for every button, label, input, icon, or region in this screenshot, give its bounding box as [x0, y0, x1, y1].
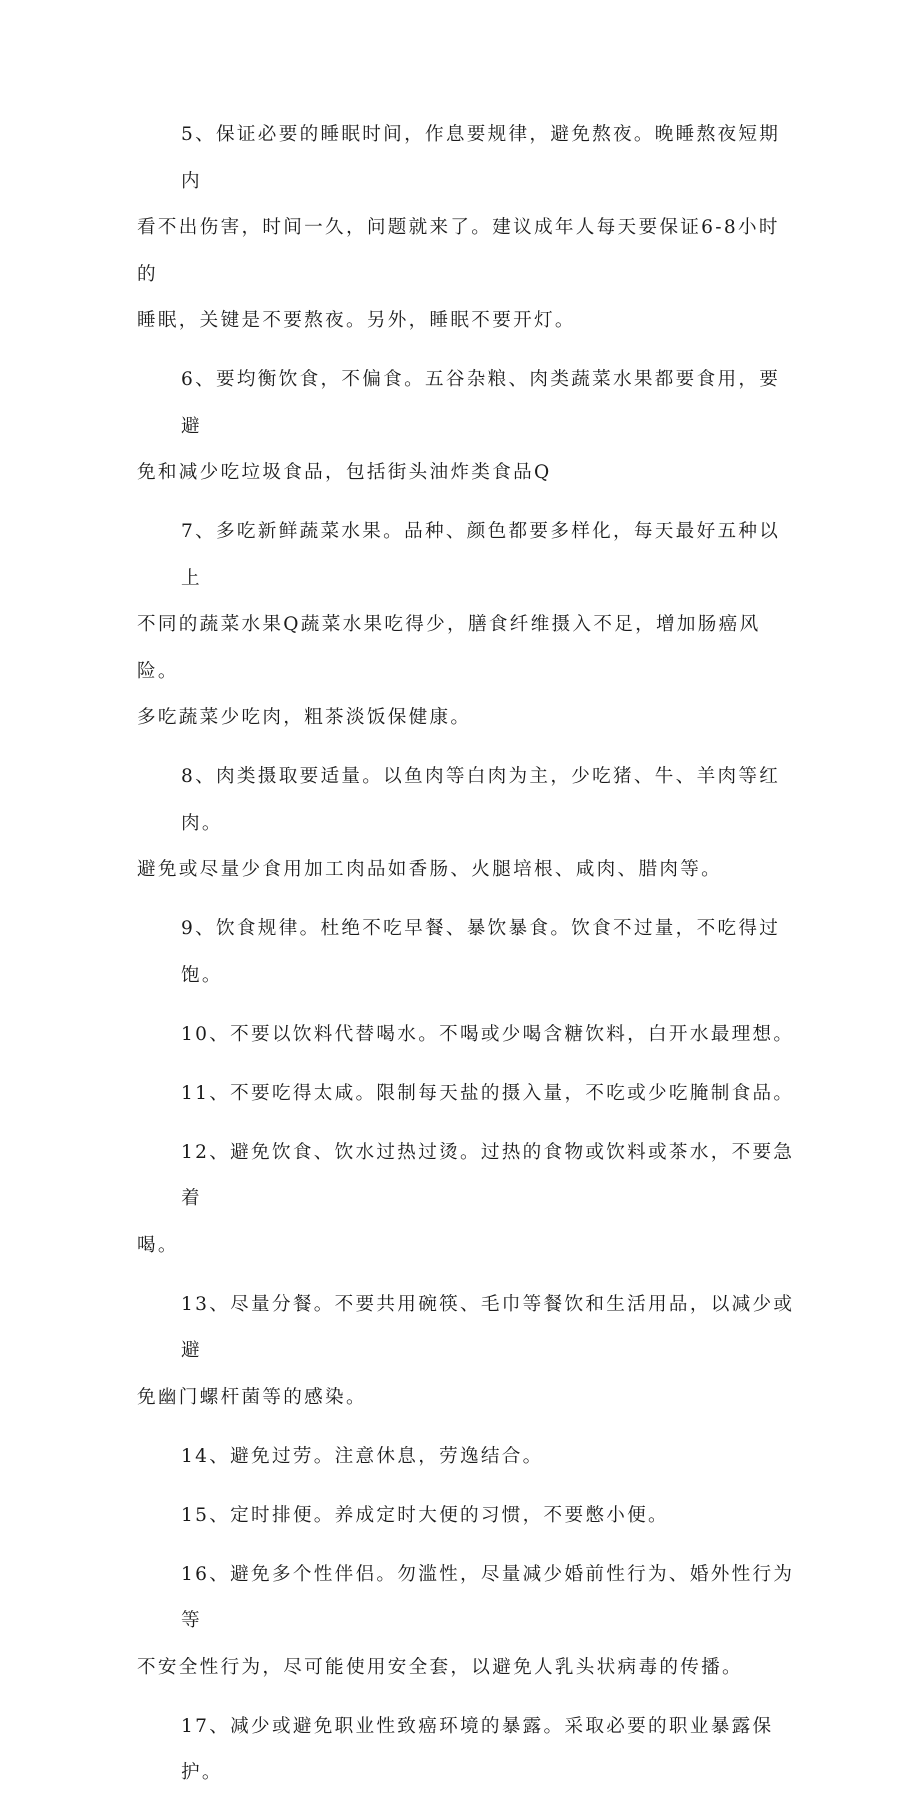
paragraph-line: 7、多吃新鲜蔬菜水果。品种、颜色都要多样化，每天最好五种以上: [181, 521, 781, 589]
paragraph-line: 5、保证必要的睡眠时间，作息要规律，避免熬夜。晚睡熬夜短期内: [181, 124, 781, 192]
paragraph-17: [137, 1704, 797, 1797]
paragraph-line: 不安全性行为，尽可能使用安全套，以避免人乳头状病毒的传播。: [137, 1656, 743, 1678]
paragraph-line: 6、要均衡饮食，不偏食。五谷杂粮、肉类蔬菜水果都要食用，要避: [181, 369, 781, 437]
paragraph-16: [137, 1552, 797, 1692]
paragraph-9: [137, 906, 797, 999]
paragraph-line: 看不出伤害，时间一久，问题就来了。建议成年人每天要保证6-8小时的: [137, 217, 780, 285]
paragraph-line: 避免或尽量少食用加工肉品如香肠、火腿培根、咸肉、腊肉等。: [137, 859, 723, 880]
paragraph-line: 15、定时排便。养成定时大便的习惯，不要憋小便。: [181, 1504, 669, 1526]
paragraph-line: 8、肉类摄取要适量。以鱼肉等白肉为主，少吃猪、牛、羊肉等红肉。: [181, 766, 781, 834]
paragraph-6: [137, 357, 797, 497]
paragraph-10: [137, 1012, 797, 1059]
paragraph-line: 14、避免过劳。注意休息，劳逸结合。: [181, 1445, 544, 1467]
paragraph-line: 睡眠，关键是不要熬夜。另外，睡眠不要开灯。: [137, 310, 576, 331]
paragraph-line: 9、饮食规律。杜绝不吃早餐、暴饮暴食。饮食不过量，不吃得过饱。: [181, 918, 781, 986]
document-body: [137, 112, 797, 1809]
paragraph-line: 11、不要吃得太咸。限制每天盐的摄入量，不吃或少吃腌制食品。: [181, 1082, 795, 1104]
paragraph-line: 16、避免多个性伴侣。勿滥性，尽量减少婚前性行为、婚外性行为等: [181, 1563, 795, 1631]
paragraph-14: [137, 1434, 797, 1481]
paragraph-line: 13、尽量分餐。不要共用碗筷、毛巾等餐饮和生活用品，以减少或避: [181, 1293, 795, 1361]
paragraph-line: 12、避免饮食、饮水过热过烫。过热的食物或饮料或茶水，不要急着: [181, 1141, 795, 1209]
paragraph-12: [137, 1130, 797, 1270]
paragraph-7: [137, 509, 797, 742]
paragraph-line: 多吃蔬菜少吃肉，粗茶淡饭保健康。: [137, 707, 472, 728]
paragraph-8: [137, 754, 797, 894]
paragraph-line: 免幽门螺杆菌等的感染。: [137, 1386, 367, 1408]
paragraph-line: 10、不要以饮料代替喝水。不喝或少喝含糖饮料，白开水最理想。: [181, 1023, 795, 1045]
paragraph-line: 不同的蔬菜水果Q蔬菜水果吃得少，膳食纤维摄入不足，增加肠癌风险。: [137, 614, 761, 682]
paragraph-5: [137, 112, 797, 345]
paragraph-line: 喝。: [137, 1234, 179, 1256]
paragraph-13: [137, 1282, 797, 1422]
paragraph-11: [137, 1071, 797, 1118]
paragraph-line: 免和减少吃垃圾食品，包括街头油炸类食品Q: [137, 462, 552, 483]
paragraph-15: [137, 1493, 797, 1540]
paragraph-line: 17、减少或避免职业性致癌环境的暴露。采取必要的职业暴露保护。: [181, 1715, 774, 1783]
